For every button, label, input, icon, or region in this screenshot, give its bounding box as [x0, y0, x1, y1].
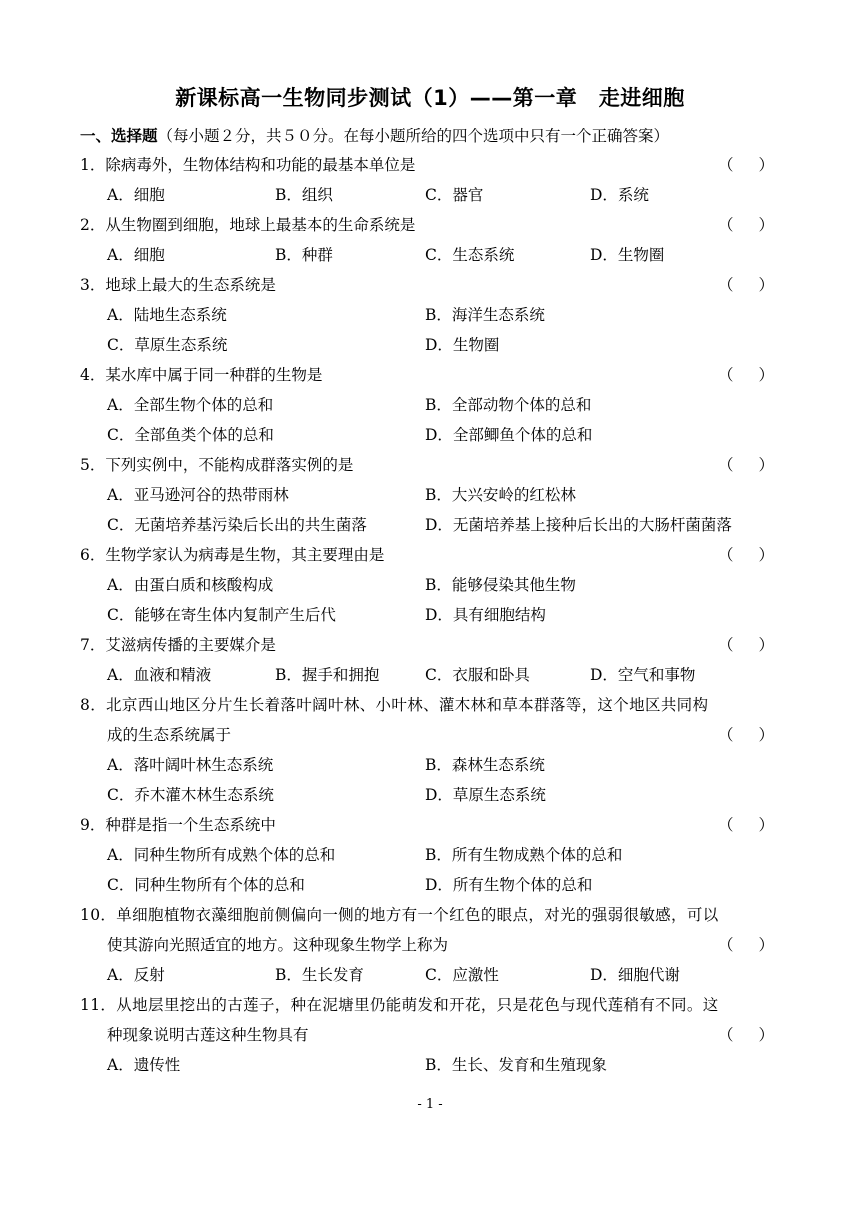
option-a: A．遗传性: [107, 1056, 181, 1074]
bracket-open: （: [718, 216, 734, 234]
question-stem-text: 10．单细胞植物衣藻细胞前侧偏向一侧的地方有一个红色的眼点，对光的强弱很敏感，可以: [80, 906, 719, 924]
option-a: A．由蛋白质和核酸构成: [107, 576, 274, 594]
question-7: [0, 630, 860, 690]
question-8: [0, 690, 860, 810]
question-stem-text: 7．艾滋病传播的主要媒介是: [80, 636, 276, 654]
question-9: [0, 810, 860, 900]
question-stem-text: 种现象说明古莲这种生物具有: [107, 1026, 309, 1044]
page-title: 新课标高一生物同步测试（1）——第一章 走进细胞: [175, 86, 685, 110]
option-c: C．器官: [425, 186, 484, 204]
answer-bracket: [718, 360, 774, 390]
option-a: A．同种生物所有成熟个体的总和: [107, 846, 336, 864]
question-stem-line: [0, 150, 860, 180]
option-c: C．草原生态系统: [107, 336, 228, 354]
options-row: [0, 420, 860, 450]
option-d: D．空气和事物: [590, 666, 696, 684]
option-b: B．种群: [275, 246, 333, 264]
options-row: [0, 330, 860, 360]
bracket-close: ）: [758, 816, 774, 834]
question-10: [0, 900, 860, 990]
options-row: [0, 780, 860, 810]
question-stem-text: 3．地球上最大的生态系统是: [80, 276, 276, 294]
bracket-open: （: [718, 1026, 734, 1044]
answer-bracket: [718, 150, 774, 180]
question-3: [0, 270, 860, 360]
option-d: D．生物圈: [590, 246, 665, 264]
option-d: D．生物圈: [425, 336, 500, 354]
options-row: [0, 870, 860, 900]
answer-bracket: [718, 930, 774, 960]
question-4: [0, 360, 860, 450]
question-stem-line: [0, 210, 860, 240]
bracket-open: （: [718, 816, 734, 834]
options-row: [0, 480, 860, 510]
answer-bracket: [718, 1020, 774, 1050]
question-2: [0, 210, 860, 270]
options-row: [0, 240, 860, 270]
option-a: A．细胞: [107, 246, 165, 264]
answer-bracket: [718, 810, 774, 840]
question-stem-line: [0, 450, 860, 480]
option-b: B．海洋生态系统: [425, 306, 545, 324]
question-stem-text: 11．从地层里挖出的古莲子，种在泥塘里仍能萌发和开花，只是花色与现代莲稍有不同。这: [80, 996, 719, 1014]
options-row: [0, 510, 860, 540]
option-c: C．生态系统: [425, 246, 515, 264]
bracket-open: （: [718, 726, 734, 744]
question-list: [0, 150, 860, 1080]
bracket-open: （: [718, 156, 734, 174]
question-stem-line: [0, 930, 860, 960]
question-stem-line: [0, 900, 860, 930]
question-stem-text: 9．种群是指一个生态系统中: [80, 816, 276, 834]
option-a: A．亚马逊河谷的热带雨林: [107, 486, 289, 504]
question-stem-line: [0, 810, 860, 840]
option-d: D．系统: [590, 186, 649, 204]
answer-bracket: [718, 210, 774, 240]
options-row: [0, 840, 860, 870]
section-header: [80, 124, 669, 146]
bracket-open: （: [718, 456, 734, 474]
question-6: [0, 540, 860, 630]
options-row: [0, 180, 860, 210]
bracket-open: （: [718, 546, 734, 564]
option-d: D．全部鲫鱼个体的总和: [425, 426, 593, 444]
bracket-close: ）: [758, 156, 774, 174]
option-b: B．组织: [275, 186, 333, 204]
question-stem-text: 1．除病毒外，生物体结构和功能的最基本单位是: [80, 156, 416, 174]
question-stem-line: [0, 1020, 860, 1050]
question-stem-text: 8．北京西山地区分片生长着落叶阔叶林、小叶林、灌木林和草本群落等，这个地区共同构: [80, 696, 709, 714]
question-stem-line: [0, 540, 860, 570]
answer-bracket: [718, 450, 774, 480]
option-d: D．草原生态系统: [425, 786, 546, 804]
question-stem-text: 4．某水库中属于同一种群的生物是: [80, 366, 323, 384]
option-b: B．森林生态系统: [425, 756, 545, 774]
question-stem-text: 5．下列实例中，不能构成群落实例的是: [80, 456, 354, 474]
option-b: B．生长、发育和生殖现象: [425, 1056, 607, 1074]
bracket-open: （: [718, 936, 734, 954]
option-c: C．乔木灌木林生态系统: [107, 786, 274, 804]
option-d: D．所有生物个体的总和: [425, 876, 593, 894]
answer-bracket: [718, 720, 774, 750]
bracket-close: ）: [758, 936, 774, 954]
bracket-open: （: [718, 366, 734, 384]
options-row: [0, 390, 860, 420]
bracket-close: ）: [758, 276, 774, 294]
question-1: [0, 150, 860, 210]
question-stem-line: [0, 270, 860, 300]
option-d: D．细胞代谢: [590, 966, 680, 984]
option-c: C．衣服和卧具: [425, 666, 530, 684]
option-b: B．所有生物成熟个体的总和: [425, 846, 623, 864]
question-stem-text: 2．从生物圈到细胞，地球上最基本的生命系统是: [80, 216, 416, 234]
option-b: B．能够侵染其他生物: [425, 576, 576, 594]
bracket-close: ）: [758, 636, 774, 654]
options-row: [0, 660, 860, 690]
options-row: [0, 960, 860, 990]
bracket-close: ）: [758, 726, 774, 744]
bracket-close: ）: [758, 1026, 774, 1044]
question-stem-text: 使其游向光照适宜的地方。这种现象生物学上称为: [107, 936, 449, 954]
question-stem-line: [0, 630, 860, 660]
question-stem-line: [0, 360, 860, 390]
page-number: - 1 -: [417, 1097, 443, 1112]
answer-bracket: [718, 630, 774, 660]
question-5: [0, 450, 860, 540]
answer-bracket: [718, 270, 774, 300]
question-stem-line: [0, 720, 860, 750]
options-row: [0, 300, 860, 330]
option-d: D．无菌培养基上接种后长出的大肠杆菌菌落: [425, 516, 732, 534]
answer-bracket: [718, 540, 774, 570]
option-c: C．同种生物所有个体的总和: [107, 876, 305, 894]
bracket-close: ）: [758, 546, 774, 564]
option-d: D．具有细胞结构: [425, 606, 546, 624]
option-a: A．落叶阔叶林生态系统: [107, 756, 274, 774]
bracket-close: ）: [758, 216, 774, 234]
option-b: B．大兴安岭的红松林: [425, 486, 576, 504]
section-head: 一、选择题: [80, 127, 158, 145]
option-b: B．生长发育: [275, 966, 364, 984]
bracket-open: （: [718, 276, 734, 294]
question-stem-text: 成的生态系统属于: [107, 726, 232, 744]
question-11: [0, 990, 860, 1080]
options-row: [0, 570, 860, 600]
section-note: （每小题２分，共５０分。在每小题所给的四个选项中只有一个正确答案）: [157, 127, 670, 145]
question-stem-line: [0, 990, 860, 1020]
option-a: A．全部生物个体的总和: [107, 396, 274, 414]
option-b: B．全部动物个体的总和: [425, 396, 592, 414]
question-stem-line: [0, 690, 860, 720]
options-row: [0, 750, 860, 780]
bracket-close: ）: [758, 366, 774, 384]
options-row: [0, 1050, 860, 1080]
option-a: A．血液和精液: [107, 666, 212, 684]
option-a: A．陆地生态系统: [107, 306, 227, 324]
options-row: [0, 600, 860, 630]
option-c: C．全部鱼类个体的总和: [107, 426, 274, 444]
option-c: C．应激性: [425, 966, 499, 984]
question-stem-text: 6．生物学家认为病毒是生物，其主要理由是: [80, 546, 385, 564]
option-c: C．能够在寄生体内复制产生后代: [107, 606, 336, 624]
option-a: A．细胞: [107, 186, 165, 204]
option-b: B．握手和拥抱: [275, 666, 380, 684]
option-c: C．无菌培养基污染后长出的共生菌落: [107, 516, 367, 534]
bracket-close: ）: [758, 456, 774, 474]
bracket-open: （: [718, 636, 734, 654]
option-a: A．反射: [107, 966, 165, 984]
